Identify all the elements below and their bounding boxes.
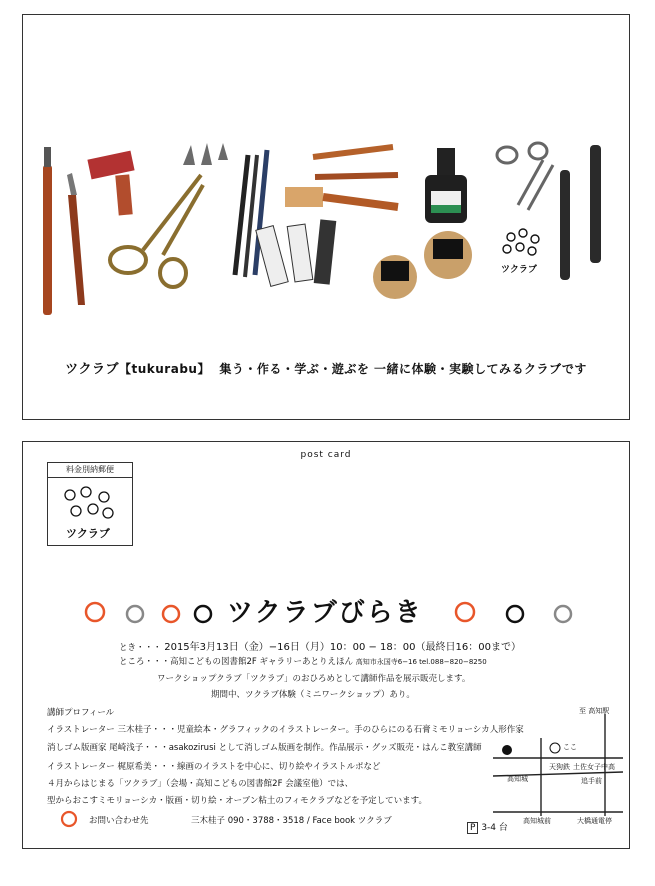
postcard-header: post card — [300, 450, 352, 460]
postage-stamp-box — [47, 462, 133, 546]
title-smileys-right-icon — [451, 600, 581, 630]
map-label-north: 至 高知駅 — [579, 707, 610, 715]
place-row — [119, 655, 487, 667]
ink-pads-image — [373, 231, 472, 299]
stamp-label: 料金別納郵便 — [48, 463, 132, 478]
map-label-school: 土佐女子中高 — [573, 763, 615, 771]
event-title: ツクラブびらき — [227, 598, 423, 628]
contact-label: お問い合わせ先 — [89, 816, 149, 826]
location-map — [493, 704, 623, 830]
small-scissors-image — [497, 143, 553, 210]
flat-brushes-image — [285, 147, 398, 207]
date-text: 2015年3月13日（金）−16日（月）10：00 − 18：00（最終日16：00まで） — [164, 642, 521, 653]
map-label-here: ここ — [563, 743, 577, 751]
april-line-1: ４月からはじまる「ツクラブ」（会場・高知こどもの図書館2F 会議室他）では、 — [47, 779, 354, 789]
date-label: とき・・・ — [119, 643, 162, 653]
parking-info — [467, 820, 508, 833]
tsukurabu-logo-image — [503, 229, 539, 255]
map-label-street: 高知城前 — [523, 817, 551, 825]
stamp-logo-text: ツクラブ — [66, 527, 110, 540]
back-card — [22, 441, 630, 849]
stamp-smiley-icon — [60, 483, 120, 523]
workshop-line-1: ワークショップクラブ「ツクラブ」のおひろめとして講師作品を展示販売します。 — [157, 674, 471, 684]
contact-smiley-icon — [59, 809, 79, 829]
paint-tubes-image — [256, 219, 337, 286]
map-label-castle: 高知城 — [507, 775, 528, 783]
tagline-brand: ツクラブ — [65, 362, 119, 377]
place-text: 高知こどもの図書館2F ギャラリーあとりえほん — [170, 657, 354, 667]
ink-bottle-image — [425, 148, 467, 223]
map-label-park: 追手前 — [581, 777, 602, 785]
markers-image — [560, 145, 601, 280]
pen-nibs-image — [183, 143, 228, 165]
tagline-romaji: 【tukurabu】 — [119, 362, 210, 376]
carving-knife-image — [43, 147, 52, 315]
tagline-text: 集う・作る・学ぶ・遊ぶを 一緒に体験・実験してみるクラブです — [219, 362, 587, 376]
profile-item: 消しゴム版画家 尾崎浅子・・・asakozirusi として消しゴム版画を制作。作品展示・グッズ販売・はんこ教室講師 — [47, 743, 482, 753]
map-label-stop: 大橋通電停 — [577, 817, 612, 825]
parking-text: 3-4 台 — [481, 823, 508, 833]
profile-heading: 講師プロフィール — [47, 708, 115, 718]
parking-badge: P — [467, 822, 478, 834]
front-card — [22, 14, 630, 420]
workshop-line-2: 期間中、ツクラブ体験（ミニワークショップ）あり。 — [211, 690, 415, 700]
april-line-2: 型からおこすミモリョーシカ・版画・切り絵・オーブン粘土のフィモクラブなどを予定しています。 — [47, 796, 427, 806]
contact-text: 三木桂子 090・3788・3518 / Face book ツクラブ — [191, 816, 392, 826]
place-label: ところ・・・ — [119, 657, 171, 667]
front-tagline — [23, 358, 629, 377]
date-row — [119, 638, 521, 653]
profile-item: イラストレーター 梶原希美・・・線画のイラストを中心に、切り絵やイラストルポなど — [47, 762, 381, 772]
front-logo-text: ツクラブ — [501, 265, 537, 275]
carving-knife-image-2 — [67, 173, 85, 305]
brushes-image — [235, 150, 267, 277]
place-address: 高知市永国寺6−16 tel.088−820−8250 — [355, 658, 487, 666]
map-label-shop: 天狗鉄 — [549, 763, 570, 771]
hanko-stamp-image — [87, 151, 134, 216]
tools-illustration — [23, 15, 629, 345]
profile-item: イラストレーター 三木桂子・・・児童絵本・グラフィックのイラストレーター。手のひらにのる石膏ミモリョーシカ人形作家 — [47, 725, 524, 735]
